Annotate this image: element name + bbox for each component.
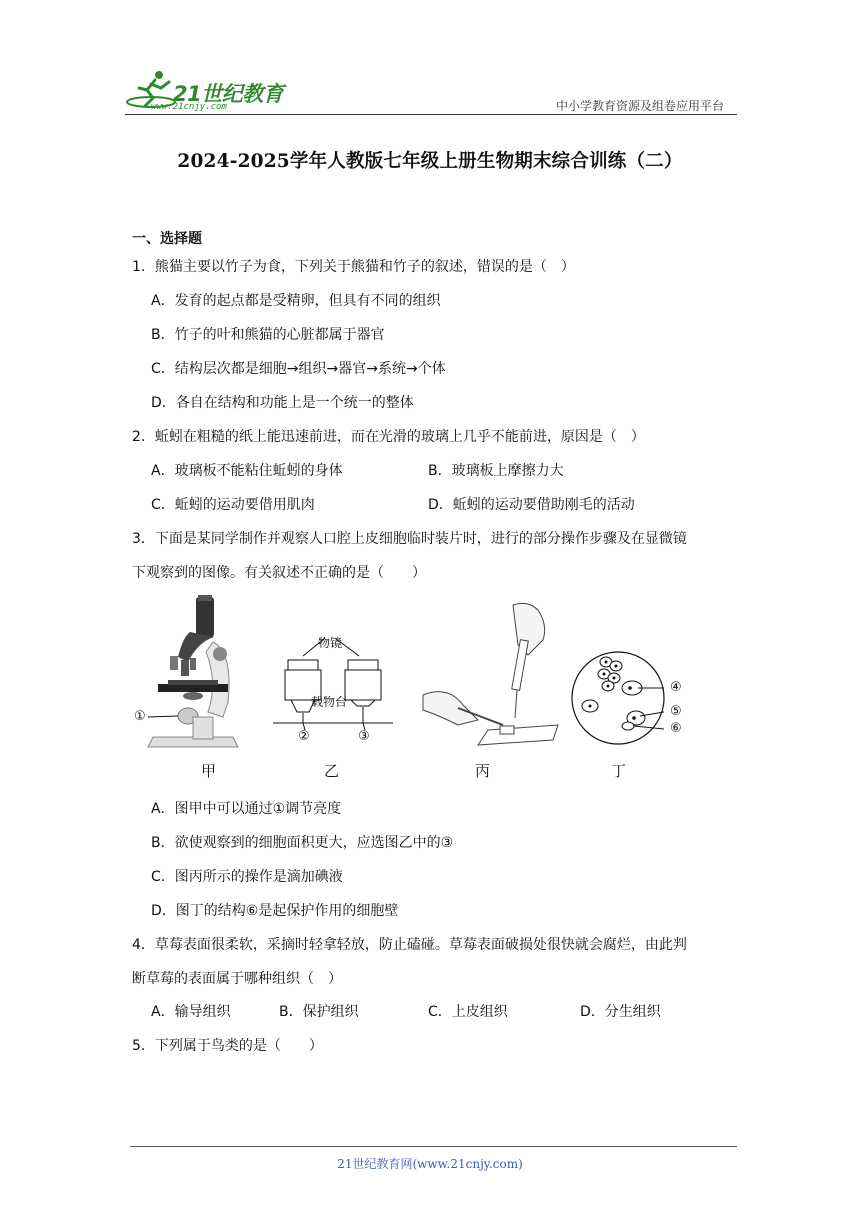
q2-option-d: D．蚯蚓的运动要借助刚毛的活动 [428,497,635,513]
q2-option-c: C．蚯蚓的运动要借用肌肉 [151,497,315,513]
label-3: ③ [358,729,370,744]
q4-stem-line2: 断草莓的表面属于哪种组织（ ） [132,971,342,987]
fig-label-yi: 乙 [324,762,340,780]
q2-option-a: A．玻璃板不能粘住蚯蚓的身体 [151,463,343,479]
q3-option-d: D．图丁的结构⑥是起保护作用的细胞壁 [151,903,399,919]
header-divider [125,114,737,115]
label-5: ⑤ [670,704,682,719]
q3-stem-line2: 下观察到的图像。有关叙述不正确的是（ ） [132,565,426,581]
q3-stem-line1: 3．下面是某同学制作并观察人口腔上皮细胞临时装片时，进行的部分操作步骤及在显微镜 [132,531,687,547]
label-1: ① [134,709,146,724]
logo-text: 21世纪教育 [173,82,284,106]
page-title: 2024-2025学年人教版七年级上册生物期末综合训练（二） [177,151,683,172]
footer-divider [130,1146,737,1147]
q2-stem: 2．蚯蚓在粗糙的纸上能迅速前进，而在光滑的玻璃上几乎不能前进，原因是（ ） [132,429,645,445]
q5-stem: 5．下列属于鸟类的是（ ） [132,1038,323,1054]
q4-stem-line1: 4．草莓表面很柔软，采摘时轻拿轻放，防止磕碰。草莓表面破损处很快就会腐烂，由此判 [132,937,687,953]
q3-option-c: C．图丙所示的操作是滴加碘液 [151,869,343,885]
q4-option-d: D．分生组织 [580,1004,661,1020]
objective-label: 物镜 [318,636,343,650]
site-logo [125,68,285,112]
q4-option-c: C．上皮组织 [428,1004,508,1020]
q4-option-a: A．输导组织 [151,1004,231,1020]
q2-option-b: B．玻璃板上摩擦力大 [428,463,564,479]
logo-url: www.21cnjy.com [151,102,227,112]
q3-option-b: B．欲使观察到的细胞面积更大，应选图乙中的③ [151,835,454,851]
q1-option-a: A．发育的起点都是受精卵，但具有不同的组织 [151,293,441,309]
fig-label-jia: 甲 [201,762,217,780]
q3-option-a: A．图甲中可以通过①调节亮度 [151,801,342,817]
platform-name: 中小学教育资源及组卷应用平台 [555,99,724,113]
label-6: ⑥ [670,721,682,736]
q1-stem: 1．熊猫主要以竹子为食，下列关于熊猫和竹子的叙述，错误的是（ ） [132,259,575,275]
footer-link[interactable]: 21世纪教育网(www.21cnjy.com) [337,1157,523,1171]
staining-operation-illustration [418,600,568,750]
stage-label: 载物台 [311,695,348,709]
q1-option-b: B．竹子的叶和熊猫的心脏都属于器官 [151,327,385,343]
fig-label-bing: 丙 [475,762,491,780]
section-heading: 一、选择题 [132,231,202,247]
fig-label-ding: 丁 [611,762,627,780]
q3-figure [128,592,728,782]
label-2: ② [298,729,310,744]
q1-option-d: D．各自在结构和功能上是一个统一的整体 [151,395,414,411]
q1-option-c: C．结构层次都是细胞→组织→器官→系统→个体 [151,361,446,377]
microscope-illustration [128,592,253,752]
q4-option-b: B．保护组织 [279,1004,359,1020]
label-4: ④ [670,680,682,695]
